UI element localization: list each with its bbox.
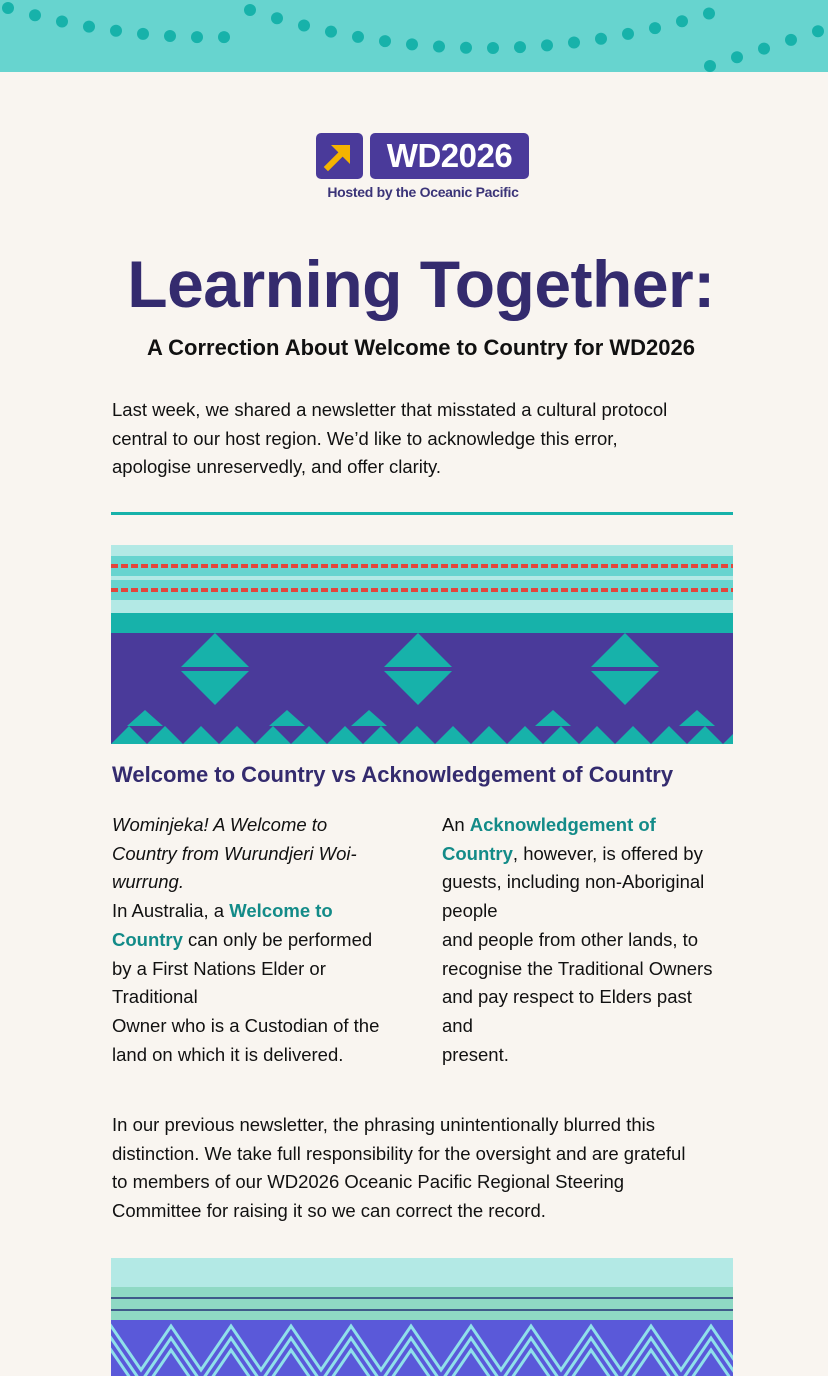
closing-line: Committee for raising it so we can correct the record. [112,1199,546,1221]
section-divider [111,512,733,515]
logo-tagline: Hosted by the Oceanic Pacific [327,184,519,200]
body-line: and people from other lands, to [442,928,699,950]
wd2026-logo [316,133,530,203]
text-fragment: An [442,814,470,835]
body-line: Owner who is a Custodian of the [112,1014,380,1036]
top-decorative-banner [0,0,828,72]
closing-paragraph [112,1111,740,1225]
text-fragment: , however, is offered by [512,842,703,864]
body-line: land on which it is delivered. [112,1043,344,1065]
intro-line: apologise unreservedly, and offer clarity. [112,456,442,477]
dotted-wave-pattern [0,0,828,72]
intro-line: Last week, we shared a newsletter that misstated a cultural protocol [112,399,668,420]
body-line: present. [442,1043,509,1065]
body-line: and [442,1014,473,1036]
acknowledgement-of-country-term: Acknowledgement of [469,814,656,835]
arrow-up-right-icon [316,133,363,179]
section-heading: Welcome to Country vs Acknowledgement of Country [112,762,674,787]
quote-line: Country from Wurundjeri Woi- [112,842,357,864]
closing-line: In our previous newsletter, the phrasing unintentionally blurred this [112,1114,655,1135]
chevron-pattern-band [111,1258,733,1376]
closing-line: distinction. We take full responsibility for the oversight and are grateful [112,1142,686,1164]
body-line: by a First Nations Elder or [112,957,326,979]
page-title: Learning Together: [127,247,715,321]
welcome-to-country-column [112,811,412,1069]
body-line: recognise the Traditional Owners [442,957,713,979]
page-subtitle: A Correction About Welcome to Country for WD2026 [146,335,695,360]
body-line [112,897,412,926]
welcome-to-country-term: Welcome to [229,900,333,922]
body-line [112,926,412,955]
body-line: guests, including non-Aboriginal [442,871,705,893]
body-line: people [442,900,498,922]
body-line [442,811,742,840]
acknowledgement-of-country-column [442,811,742,1069]
text-fragment: can only be performed [182,928,373,950]
closing-line: to members of our WD2026 Oceanic Pacific Regional Steering [112,1171,625,1192]
intro-line: central to our host region. We’d like to acknowledge this error, [112,427,618,449]
body-line [442,840,742,869]
body-line: and pay respect to Elders past [442,986,692,1008]
indigenous-pattern-band [111,545,733,744]
quote-line: Wominjeka! A Welcome to [112,814,328,835]
text-fragment: In Australia, a [112,900,230,922]
body-line: Traditional [112,986,198,1008]
welcome-to-country-term: Country [112,928,183,950]
acknowledgement-of-country-term: Country [442,842,513,864]
quote-line: wurrung. [112,871,184,893]
intro-paragraph [112,396,740,482]
logo-wordmark: WD2026 [370,133,529,179]
